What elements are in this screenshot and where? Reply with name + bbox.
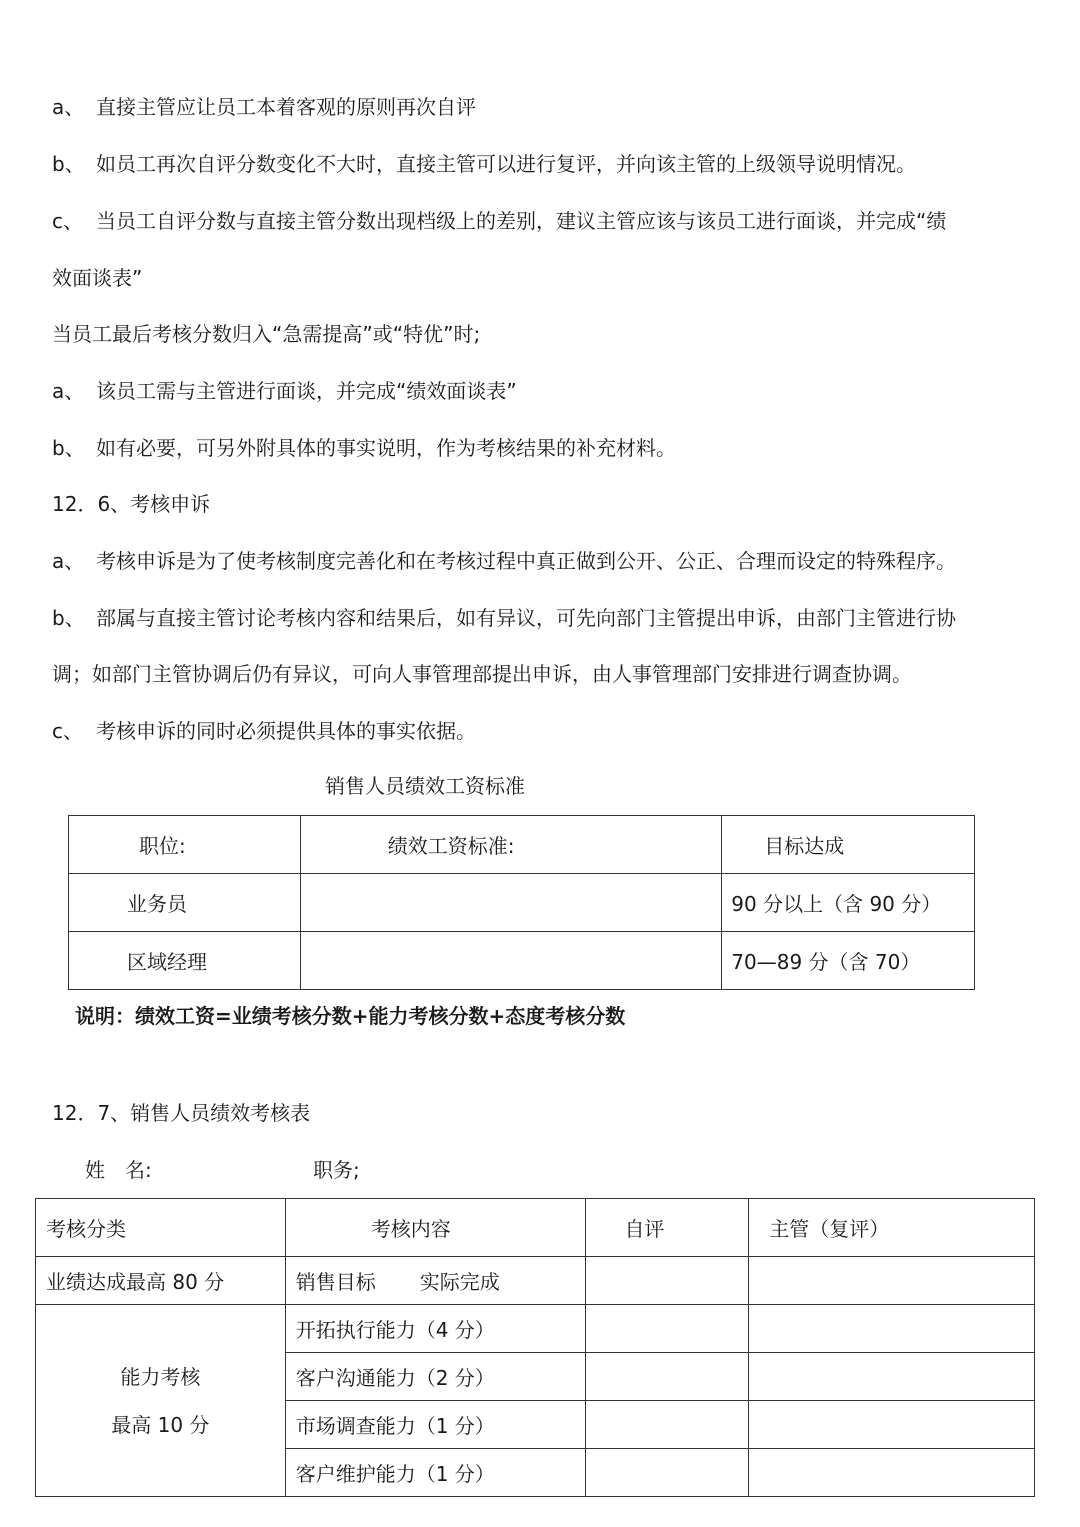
- header-cell: 目标达成: [722, 816, 975, 874]
- ability-label: 能力考核: [120, 1364, 201, 1389]
- table-row: [36, 1257, 1035, 1305]
- paragraph-line: [52, 604, 956, 632]
- list-marker: a、: [52, 95, 85, 119]
- sales-target-label: 销售目标: [295, 1270, 376, 1294]
- paragraph-line: [52, 434, 676, 462]
- header-cell: 自评: [586, 1199, 749, 1257]
- list-marker: b、: [52, 152, 85, 176]
- table-header-row: [69, 816, 975, 874]
- table-row: [69, 874, 975, 932]
- content-cell: 市场调查能力（1 分）: [285, 1401, 586, 1449]
- salary-cell: [300, 874, 722, 932]
- paragraph-line: [52, 547, 956, 575]
- paragraph-line: [52, 207, 946, 235]
- name-label: 姓 名:: [85, 1158, 152, 1182]
- manager-eval-cell: [749, 1449, 1035, 1497]
- list-marker: b、: [52, 606, 85, 630]
- list-marker: a、: [52, 549, 85, 573]
- line-text: 直接主管应让员工本着客观的原则再次自评: [96, 95, 476, 119]
- table-header-row: [36, 1199, 1035, 1257]
- paragraph-line: [52, 150, 916, 178]
- paragraph-line: [52, 717, 476, 745]
- line-text: 效面谈表”: [52, 266, 143, 290]
- salary-note: 说明：绩效工资=业绩考核分数+能力考核分数+态度考核分数: [75, 1004, 626, 1028]
- category-cell: 业绩达成最高 80 分: [36, 1257, 286, 1305]
- self-eval-cell: [586, 1305, 749, 1353]
- content-cell: 客户维护能力（1 分）: [285, 1449, 586, 1497]
- content-cell: [285, 1257, 586, 1305]
- job-label: 职务;: [313, 1158, 360, 1182]
- line-text: 如员工再次自评分数变化不大时，直接主管可以进行复评，并向该主管的上级领导说明情况。: [96, 152, 916, 176]
- target-cell: 90 分以上（含 90 分）: [722, 874, 975, 932]
- self-eval-cell: [586, 1401, 749, 1449]
- category-cell: [36, 1305, 286, 1497]
- salary-cell: [300, 932, 722, 990]
- section-heading: 12．7、销售人员绩效考核表: [52, 1101, 311, 1125]
- self-eval-cell: [586, 1257, 749, 1305]
- paragraph-line: [52, 93, 476, 121]
- self-eval-cell: [586, 1449, 749, 1497]
- manager-eval-cell: [749, 1401, 1035, 1449]
- line-text: 调；如部门主管协调后仍有异议，可向人事管理部提出申诉，由人事管理部门安排进行调查协调。: [52, 662, 912, 686]
- position-cell: 业务员: [69, 874, 301, 932]
- line-text: 当员工自评分数与直接主管分数出现档级上的差别，建议主管应该与该员工进行面谈，并完成“绩: [96, 209, 947, 233]
- list-marker: b、: [52, 436, 85, 460]
- line-text: 该员工需与主管进行面谈，并完成“绩效面谈表”: [96, 379, 517, 403]
- paragraph-line: [52, 377, 517, 405]
- list-marker: c、: [52, 719, 83, 743]
- manager-eval-cell: [749, 1257, 1035, 1305]
- header-cell: 职位:: [69, 816, 301, 874]
- header-cell: 考核分类: [36, 1199, 286, 1257]
- salary-table: [68, 815, 975, 990]
- list-marker: a、: [52, 379, 85, 403]
- paragraph-line: [52, 264, 142, 292]
- table-row: [69, 932, 975, 990]
- target-cell: 70—89 分（含 70）: [722, 932, 975, 990]
- list-marker: c、: [52, 209, 83, 233]
- ability-max: 最高 10 分: [111, 1412, 210, 1437]
- content-cell: 客户沟通能力（2 分）: [285, 1353, 586, 1401]
- content-cell: 开拓执行能力（4 分）: [285, 1305, 586, 1353]
- line-text: 部属与直接主管讨论考核内容和结果后，如有异议，可先向部门主管提出申诉，由部门主管进行协: [96, 606, 956, 630]
- paragraph-line: [52, 660, 912, 688]
- position-cell: 区域经理: [69, 932, 301, 990]
- line-text: 12．6、考核申诉: [52, 492, 211, 516]
- manager-eval-cell: [749, 1353, 1035, 1401]
- line-text: 如有必要，可另外附具体的事实说明，作为考核结果的补充材料。: [96, 436, 676, 460]
- actual-complete-label: 实际完成: [419, 1270, 500, 1294]
- salary-table-title: 销售人员绩效工资标准: [325, 774, 525, 798]
- review-table: [35, 1198, 1035, 1497]
- section-heading: [52, 490, 210, 518]
- header-cell: 考核内容: [285, 1199, 586, 1257]
- line-text: 考核申诉是为了使考核制度完善化和在考核过程中真正做到公开、公正、合理而设定的特殊程序。: [96, 549, 956, 573]
- header-cell: 绩效工资标准:: [300, 816, 722, 874]
- line-text: 考核申诉的同时必须提供具体的事实依据。: [96, 719, 476, 743]
- self-eval-cell: [586, 1353, 749, 1401]
- header-cell: 主管（复评）: [749, 1199, 1035, 1257]
- line-text: 当员工最后考核分数归入“急需提高”或“特优”时;: [52, 322, 481, 346]
- table-row: [36, 1305, 1035, 1353]
- paragraph-line: [52, 320, 480, 348]
- manager-eval-cell: [749, 1305, 1035, 1353]
